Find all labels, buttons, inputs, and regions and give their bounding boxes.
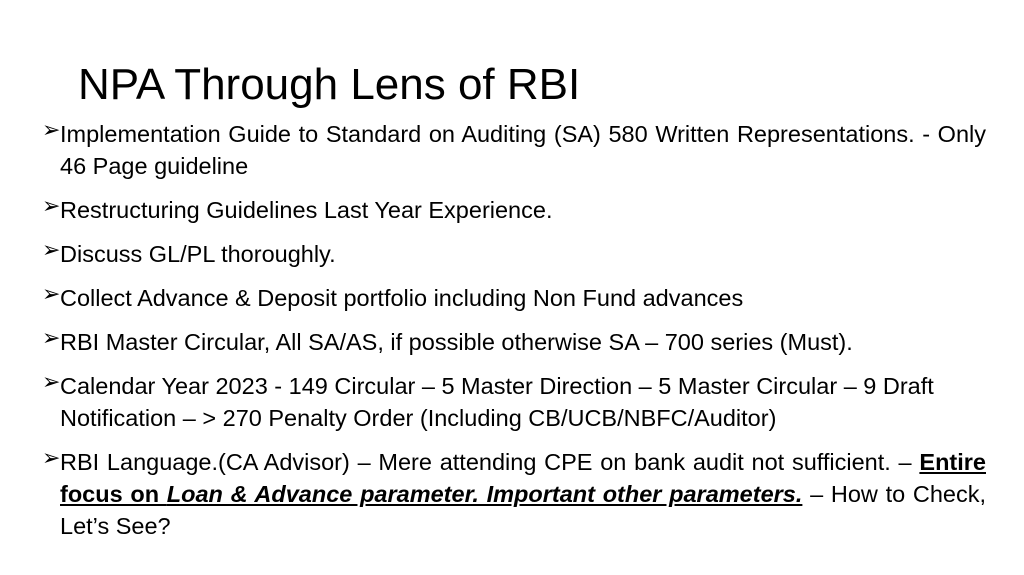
bullet-item-rbi-language [42,446,986,542]
bullet-item-master-circular [42,326,986,358]
bullet-item-restructuring [42,194,986,226]
arrow-bullet-icon: ➢ [42,446,61,471]
bullet-text: RBI Master Circular, All SA/AS, if possible otherwise SA – 700 series (Must). [60,329,853,355]
bullet-item-calendar-year [42,370,986,434]
bullet-item-sa580 [42,118,986,182]
bullet-emphasis: Entire focus on [60,449,986,507]
bullet-item-portfolio [42,282,986,314]
bullet-emphasis-italic: Loan & Advance parameter. Important other parameters. [166,481,803,507]
bullet-text: Restructuring Guidelines Last Year Experience. [60,197,553,223]
bullet-list [42,118,986,554]
arrow-bullet-icon: ➢ [42,194,61,219]
bullet-text: Calendar Year 2023 - 149 Circular – 5 Master Direction – 5 Master Circular – 9 Draft Notification – > 270 Penalty Order (Including CB/UCB/NBFC/Auditor) [60,373,934,431]
bullet-text: Implementation Guide to Standard on Auditing (SA) 580 Written Representations. - Only 46 Page guideline [60,121,986,179]
bullet-item-gl-pl [42,238,986,270]
arrow-bullet-icon: ➢ [42,282,61,307]
bullet-text-lead: RBI Language.(CA Advisor) – Mere attending CPE on bank audit not sufficient. – [60,449,920,475]
arrow-bullet-icon: ➢ [42,326,61,351]
slide-title: NPA Through Lens of RBI [78,60,581,109]
arrow-bullet-icon: ➢ [42,118,61,143]
bullet-text: Discuss GL/PL thoroughly. [60,241,336,267]
arrow-bullet-icon: ➢ [42,370,61,395]
arrow-bullet-icon: ➢ [42,238,61,263]
bullet-text-tail: – How to Check, Let’s See? [60,481,986,539]
bullet-text: Collect Advance & Deposit portfolio including Non Fund advances [60,285,744,311]
